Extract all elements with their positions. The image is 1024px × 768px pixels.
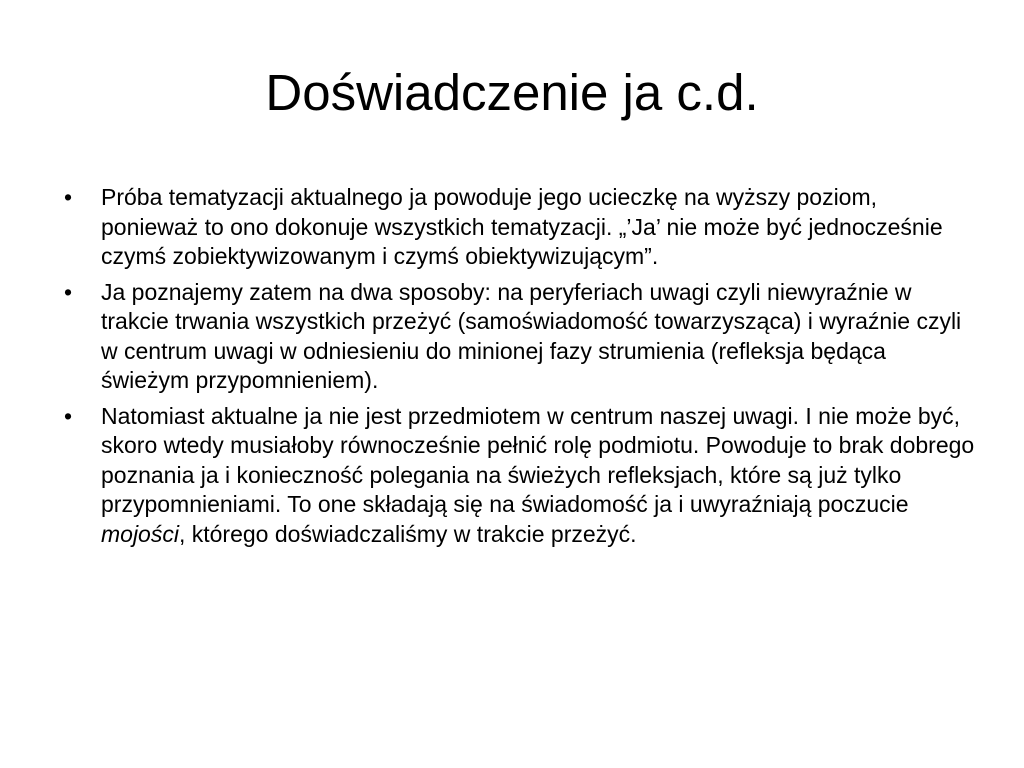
slide-title: Doświadczenie ja c.d. — [265, 64, 759, 121]
bullet-text — [101, 403, 974, 547]
bullet-item — [58, 402, 976, 550]
bullet-text-emphasis: mojości — [101, 520, 179, 547]
bullet-text: Próba tematyzacji aktualnego ja powoduje jego ucieczkę na wyższy poziom, ponieważ to ono dokonuje wszystkich tematyzacji. „’Ja’ nie może być jednocześnie czymś zobiektywizowanym i czymś obiektywizującym”. — [101, 184, 943, 269]
bullet-list — [58, 183, 976, 555]
bullet-text-segment: Natomiast aktualne ja nie jest przedmiotem w centrum naszej uwagi. I nie może być, skoro wtedy musiałoby równocześnie pełnić rolę podmiotu. Powoduje to brak dobrego poznania ja i konieczność polegania na świeżych refleksjach, które są już tylko przypomnieniami. To one składają się na świadomość ja i uwyraźniają poczucie — [101, 402, 975, 517]
bullet-text-segment: , którego doświadczaliśmy w trakcie przeżyć. — [178, 520, 637, 547]
bullet-icon: • — [63, 278, 73, 305]
bullet-item — [58, 183, 976, 272]
bullet-icon: • — [63, 402, 73, 429]
bullet-icon: • — [63, 184, 73, 210]
bullet-item — [58, 278, 976, 396]
bullet-text: Ja poznajemy zatem na dwa sposoby: na peryferiach uwagi czyli niewyraźnie w trakcie trwania wszystkich przeżyć (samoświadomość towarzysząca) i wyraźnie czyli w centrum uwagi w odniesieniu do minionej fazy strumienia (refleksja będąca świeżym przypomnieniem). — [101, 278, 962, 393]
